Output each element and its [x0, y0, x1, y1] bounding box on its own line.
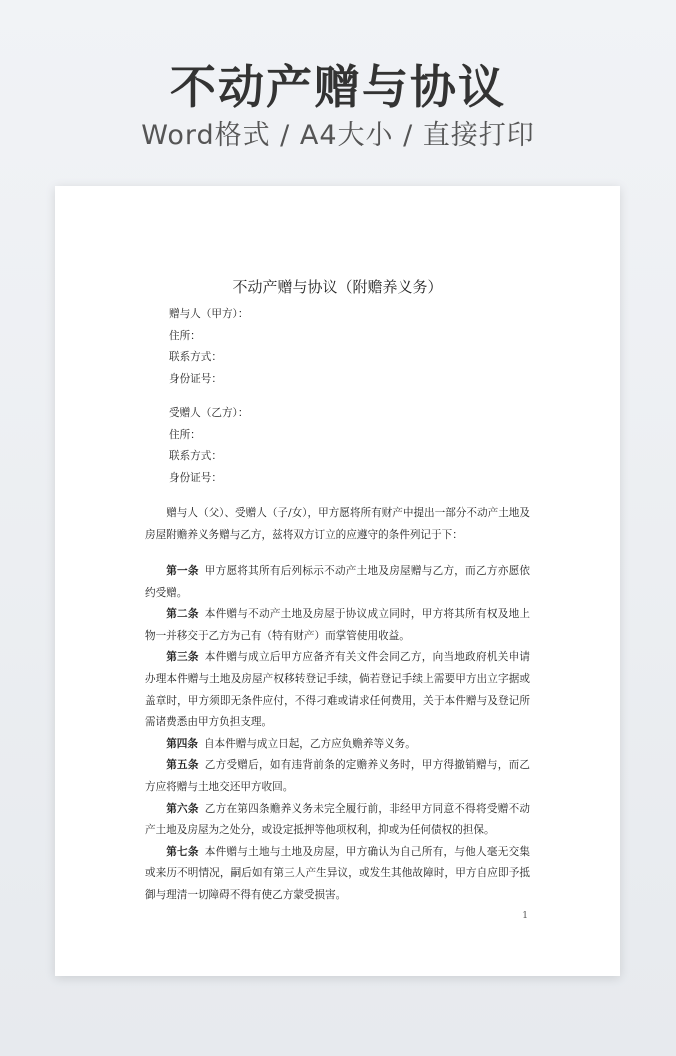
article-text: 乙方在第四条赡养义务未完全履行前，非经甲方同意不得将受赠不动产土地及房屋为之处分，或设定抵押等他项权利，抑或为任何债权的担保。: [145, 802, 531, 837]
donor-address: 住所：: [169, 329, 201, 342]
article-label: 第七条: [166, 845, 199, 858]
article-5: [145, 755, 530, 798]
donee-label: 受赠人（乙方）：: [169, 407, 249, 419]
intro-section: [145, 503, 530, 546]
article-text: 乙方受赠后，如有违背前条的定赡养义务时，甲方得撤销赠与，而乙方应将赠与土地交还甲方收回。: [145, 759, 531, 793]
banner-subtitle: Word格式 / A4大小 / 直接打印: [141, 120, 535, 151]
donor-info: [169, 304, 248, 390]
article-text: 本件赠与成立后甲方应备齐有关文件会同乙方，向当地政府机关申请办理本件赠与土地及房屋产权移转登记手续，倘若登记手续上需要甲方出立字据或盖章时，甲方须即无条件应付，不得刁难或请求任何费用，关于本件赠与及登记所需诸费悉由甲方负担支理。: [145, 651, 531, 729]
donee-id: 身份证号：: [169, 471, 222, 484]
banner-title: 不动产赠与协议: [170, 60, 506, 114]
document-page: [55, 186, 620, 976]
donor-label: 赠与人（甲方）：: [169, 308, 249, 320]
donor-contact: 联系方式：: [169, 351, 222, 363]
article-label: 第六条: [166, 802, 199, 815]
article-label: 第四条: [166, 737, 198, 750]
article-label: 第五条: [166, 759, 199, 772]
article-label: 第三条: [166, 651, 199, 664]
article-text: 甲方愿将其所有后列标示不动产土地及房屋赠与乙方，而乙方亦愿依约受赠。: [145, 565, 531, 599]
intro-paragraph: 赠与人（父）、受赠人（子/女），甲方愿将所有财产中提出一部分不动产土地及房屋附赡养义务赠与乙方，兹将双方订立的应遵守的条件列记于下：: [145, 507, 530, 541]
donee-address: 住所：: [169, 428, 201, 441]
article-1: [145, 561, 530, 604]
articles-section: [145, 561, 530, 907]
article-text: 本件赠与不动产土地及房屋于协议成立同时，甲方将其所有权及地上物一并移交于乙方为己有（特有财产）而掌管使用收益。: [145, 608, 531, 642]
article-7: [145, 842, 530, 907]
document-title: 不动产赠与协议（附赡养义务）: [232, 278, 443, 296]
article-4: [145, 734, 530, 756]
donee-contact: 联系方式：: [169, 450, 222, 462]
article-text: 本件赠与土地与土地及房屋，甲方确认为自己所有，与他人毫无交集或来历不明情况，嗣后如有第三人产生异议，或发生其他故障时，甲方自应即予抵御与理清一切障碍不得有使乙方蒙受损害。: [145, 845, 531, 901]
article-label: 第二条: [166, 608, 199, 621]
article-text: 自本件赠与成立日起，乙方应负赡养等义务。: [203, 737, 416, 750]
article-label: 第一条: [166, 565, 199, 577]
article-3: [145, 647, 530, 733]
article-2: [145, 604, 530, 647]
donor-id: 身份证号：: [169, 372, 222, 385]
donee-info: [169, 403, 248, 489]
article-6: [145, 799, 530, 842]
page-number: 1: [522, 911, 528, 921]
